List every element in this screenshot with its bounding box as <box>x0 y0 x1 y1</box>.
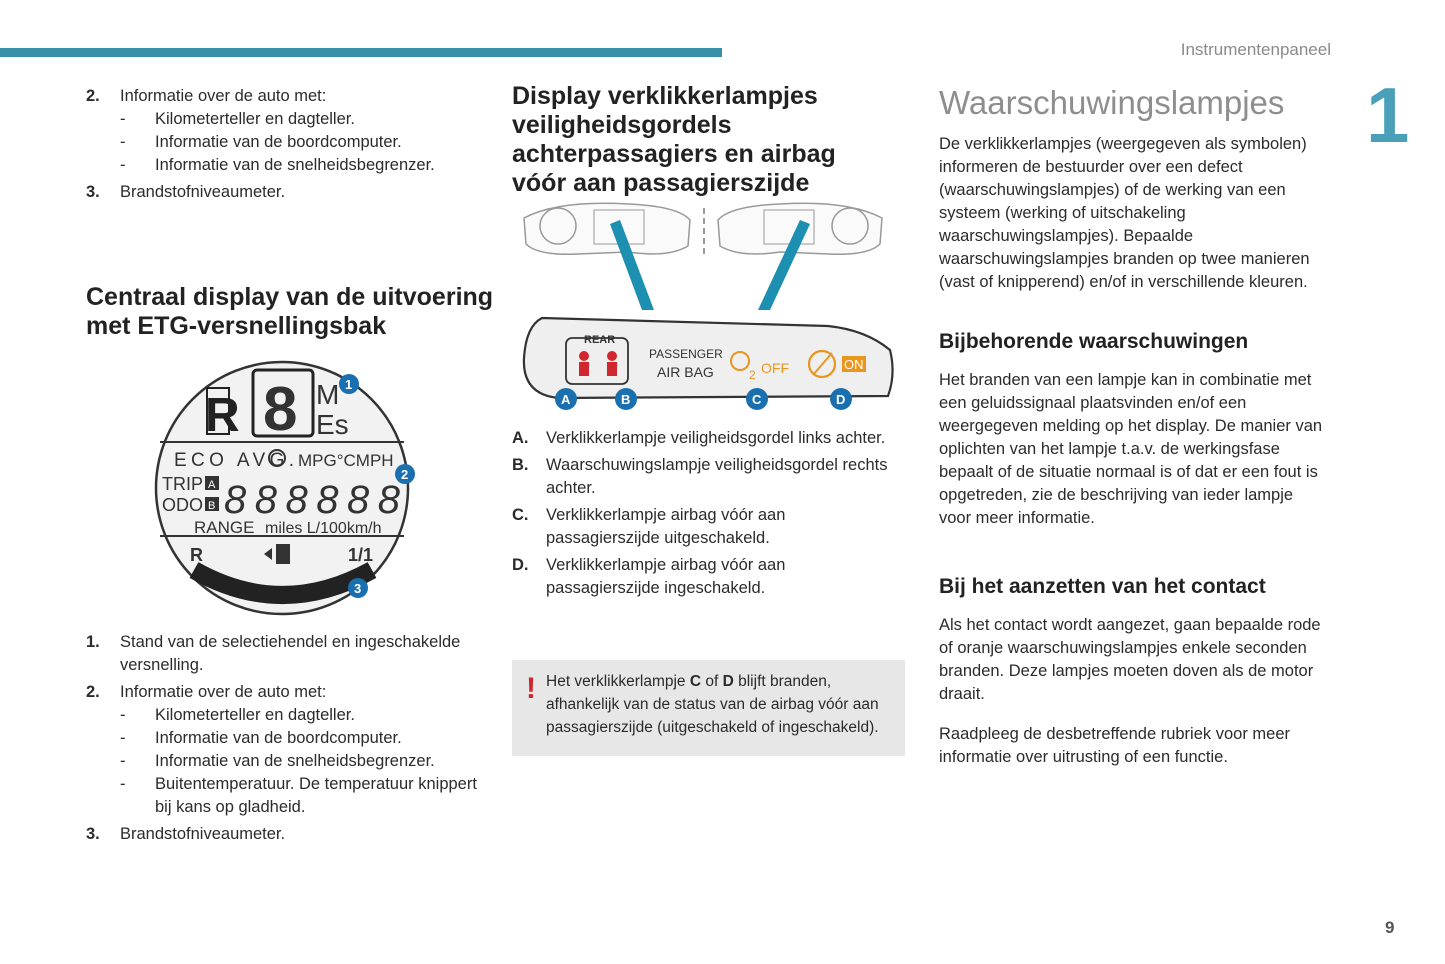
warnings-title: Waarschuwingslampjes <box>939 84 1285 121</box>
list-item: A. Verklikkerlampje veiligheidsgordel links achter. <box>512 429 886 447</box>
trip-label: TRIP <box>162 474 204 494</box>
fuel-pump-icon <box>276 544 290 564</box>
sub-item: - Kilometerteller en dagteller. <box>120 110 355 128</box>
airbag-off-label: OFF <box>761 360 789 376</box>
callout-2: 2 <box>401 467 409 482</box>
trip-a: A <box>208 479 216 491</box>
callout-b: B <box>621 392 631 407</box>
callout-3: 3 <box>354 581 362 596</box>
warning-note <box>512 660 905 756</box>
callout-a: A <box>561 392 571 407</box>
display-heading: Display verklikkerlampjes veiligheidsgordels achterpassagiers en airbag vóór aan passagierszijde <box>512 82 836 197</box>
gear-letter: R <box>205 389 240 442</box>
list-item: C. Verklikkerlampje airbag vóór aan passagierszijde uitgeschakeld. <box>512 506 786 547</box>
sub-item: - Buitentemperatuur. De temperatuur knippert bij kans op gladheid. <box>120 775 477 816</box>
callout-c: C <box>752 392 762 407</box>
callout-1: 1 <box>345 377 353 392</box>
range-units: miles L/100km/h <box>265 520 382 537</box>
airbag-label: AIR BAG <box>657 364 714 380</box>
col1-top-list <box>86 85 486 204</box>
svg-text:2: 2 <box>749 368 756 382</box>
seatbelt-right-icon <box>607 351 617 361</box>
list-item: D. Verklikkerlampje airbag vóór aan passagierszijde ingeschakeld. <box>512 556 786 597</box>
display-items-list <box>512 427 902 600</box>
trip-b: B <box>208 500 216 512</box>
sub2-text1: Als het contact wordt aangezet, gaan bepaalde rode of oranje waarschuwingslampjes enkele seconden branden. Deze lampjes moeten doven als de motor draait. <box>939 616 1321 703</box>
mode-m: M <box>316 379 340 410</box>
sub1-text: Het branden van een lampje kan in combinatie met een geluidssignaal plaatsvinden en/of een weergegeven melding op het display. De manier van oplichten van het lampje t.a.v. de werkingsfase bepaalt of de situatie normaal is of dat er een fout is opgetreden, zie de beschrijving van ieder lampje voor meer informatie. <box>939 371 1323 527</box>
gear-digit: 8 <box>263 375 298 444</box>
col1-bottom-list <box>86 631 486 846</box>
eco-avg-label: ECO AVG. <box>174 450 294 471</box>
mode-es: Es <box>316 409 349 440</box>
list-item: 3. Brandstofniveaumeter. <box>86 825 286 843</box>
note-text: Het verklikkerlampje C of D blijft branden, afhankelijk van de status van de airbag vóór aan passagierszijde (uitgeschakeld of ingeschakeld). <box>546 673 879 736</box>
exclamation-icon: ! <box>526 672 536 705</box>
section-title: Instrumentenpaneel <box>1180 40 1331 59</box>
list-item: 1. Stand van de selectiehendel en ingeschakelde versnelling. <box>86 633 461 674</box>
seatbelt-left-icon <box>579 351 589 361</box>
range-label: RANGE <box>194 518 255 537</box>
callout-d: D <box>836 392 846 407</box>
odometer-digits: 888888 <box>224 478 400 522</box>
units-label: MPG°CMPH <box>298 451 394 470</box>
sub-item: - Informatie van de snelheidsbegrenzer. <box>120 156 435 174</box>
fuel-full-label: 1/1 <box>348 545 374 565</box>
passenger-label: PASSENGER <box>649 347 723 361</box>
sub-item: - Kilometerteller en dagteller. <box>120 706 355 724</box>
rear-label: REAR <box>584 334 616 346</box>
list-item: 3. Brandstofniveaumeter. <box>86 183 286 201</box>
sub1-title: Bijbehorende waarschuwingen <box>939 330 1249 353</box>
airbag-panel-illustration <box>518 198 898 412</box>
list-item: 2. Informatie over de auto met: - Kilometerteller en dagteller. - Informatie van de boordcomputer. - Informatie van de snelheidsbegrenzer. <box>86 85 486 177</box>
etg-heading: Centraal display van de uitvoering met ETG-versnellingsbak <box>86 283 494 340</box>
sub2-title: Bij het aanzetten van het contact <box>939 575 1266 598</box>
header-accent-bar <box>0 48 722 57</box>
sub-item: - Informatie van de boordcomputer. <box>120 133 402 151</box>
warnings-column <box>939 83 1324 769</box>
chapter-number: 1 <box>1366 71 1410 159</box>
list-item: B. Waarschuwingslampje veiligheidsgordel rechts achter. <box>512 456 888 497</box>
sub-item: - Informatie van de boordcomputer. <box>120 729 402 747</box>
odo-label: ODO <box>162 495 204 515</box>
etg-display-illustration <box>150 358 425 620</box>
sub-item: - Informatie van de snelheidsbegrenzer. <box>120 752 435 770</box>
airbag-on-label: ON <box>844 357 864 372</box>
fuel-reserve-label: R <box>190 545 203 565</box>
list-item: 2. Informatie over de auto met: - Kilometerteller en dagteller. - Informatie van de boordcomputer. - Informatie van de snelheidsbegrenzer. - Buitentemperatuur. De temperatuur knippert bij kans op gladheid. <box>86 681 486 819</box>
sub2-text2: Raadpleeg de desbetreffende rubriek voor meer informatie over uitrusting of een functie. <box>939 725 1291 766</box>
page-number: 9 <box>1385 918 1395 937</box>
warnings-intro: De verklikkerlampjes (weergegeven als symbolen) informeren de bestuurder over een defect (waarschuwingslampjes) of de werking van een systeem (werking of uitschakeling waarschuwingslampjes). Bepaalde waarschuwingslampjes branden op twee manieren (vast of knipperend) en/of in verschillende kleuren. <box>939 135 1310 291</box>
